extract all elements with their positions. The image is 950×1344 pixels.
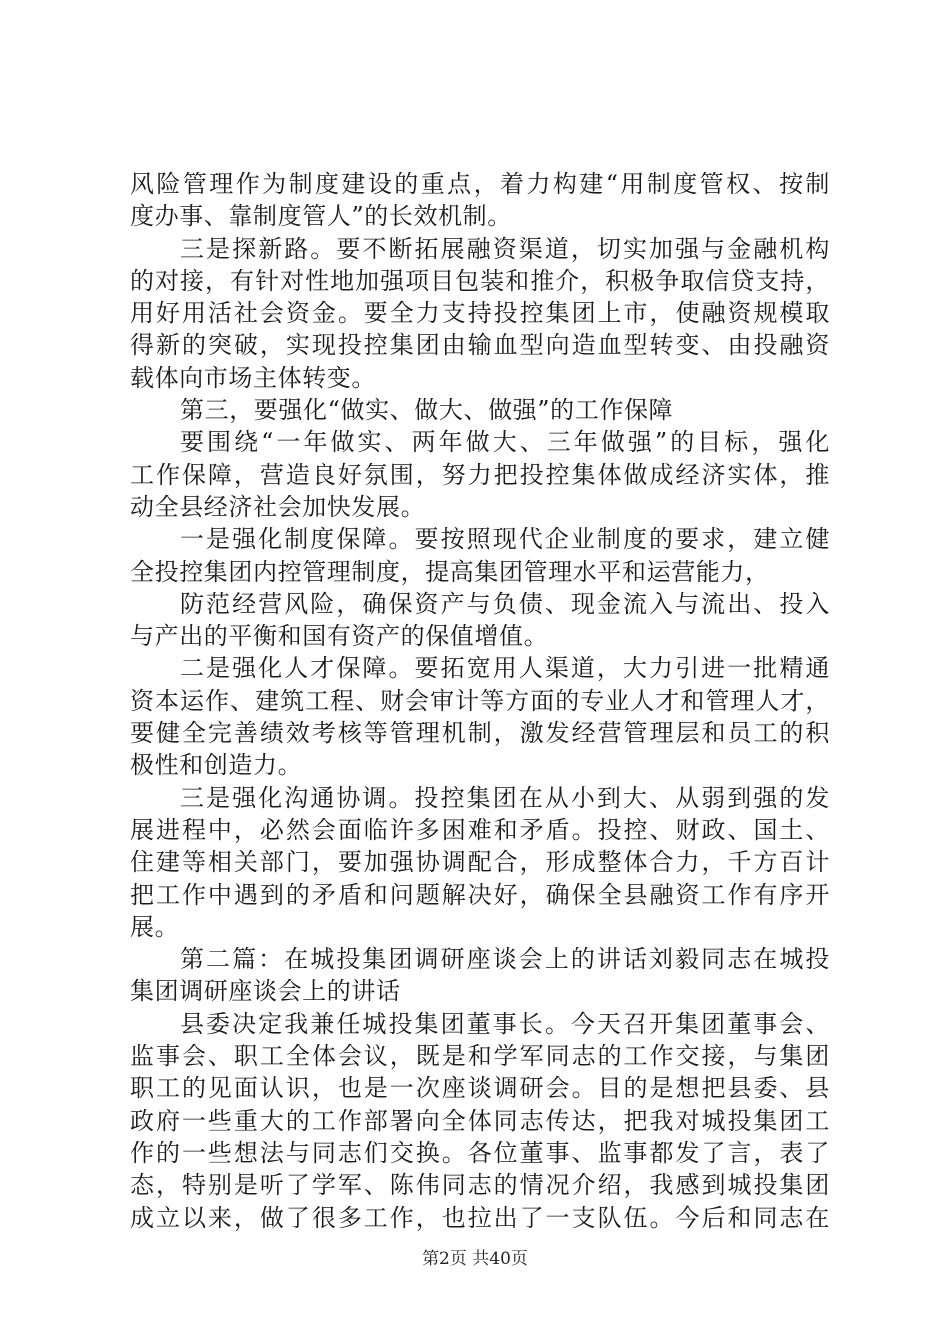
text-line: 的对接，有针对性地加强项目包装和推介，积极争取信贷支持， [130,266,830,295]
text-line: 三是强化沟通协调。投控集团在从小到大、从弱到强的发 [180,783,830,812]
body-text [130,168,830,1234]
text-line: 工作保障，营造良好氛围，努力把投控集体做成经济实体，推 [130,460,830,489]
text-line: 展。 [130,912,180,941]
text-line: 载体向市场主体转变。 [130,363,376,392]
text-line: 要健全完善绩效考核等管理机制，激发经营管理层和员工的积 [130,719,830,748]
text-line: 与产出的平衡和国有资产的保值增值。 [130,622,549,651]
text-line: 县委决定我兼任城投集团董事长。今天召开集团董事会、 [180,1009,830,1038]
text-line: 把工作中遇到的矛盾和问题解决好，确保全县融资工作有序开 [130,880,830,909]
text-line: 一是强化制度保障。要按照现代企业制度的要求，建立健 [180,525,830,554]
text-line: 用好用活社会资金。要全力支持投控集团上市，使融资规模取 [130,299,830,328]
text-line: 住建等相关部门，要加强协调配合，形成整体合力，千方百计 [130,848,830,877]
text-line: 得新的突破，实现投控集团由输血型向造血型转变、由投融资 [130,331,830,360]
text-line: 三是探新路。要不断拓展融资渠道，切实加强与金融机构 [180,234,830,263]
text-line: 集团调研座谈会上的讲话 [130,977,401,1006]
text-line: 作的一些想法与同志们交换。各位董事、监事都发了言，表了 [130,1138,830,1167]
text-line: 要围绕“一年做实、两年做大、三年做强”的目标，强化 [180,428,830,457]
text-line: 监事会、职工全体会议，既是和学军同志的工作交接，与集团 [130,1042,830,1071]
text-line: 政府一些重大的工作部署向全体同志传达，把我对城投集团工 [130,1106,830,1135]
text-line: 成立以来，做了很多工作，也拉出了一支队伍。今后和同志在 [130,1203,830,1232]
text-line: 二是强化人才保障。要拓宽用人渠道，大力引进一批精通 [180,654,830,683]
text-line: 度办事、靠制度管人”的长效机制。 [130,202,512,231]
text-line: 态，特别是听了学军、陈伟同志的情况介绍，我感到城投集团 [130,1171,830,1200]
text-line: 极性和创造力。 [130,751,303,780]
page-footer: 第2页 共40页 [422,1249,528,1269]
text-line: 展进程中，必然会面临许多困难和矛盾。投控、财政、国土、 [130,815,830,844]
text-line: 防范经营风险，确保资产与负债、现金流入与流出、投入 [180,589,830,618]
text-line: 职工的见面认识，也是一次座谈调研会。目的是想把县委、县 [130,1074,830,1103]
text-line: 风险管理作为制度建设的重点，着力构建“用制度管权、按制 [130,170,830,198]
text-line: 资本运作、建筑工程、财会审计等方面的专业人才和管理人才， [130,686,830,715]
text-line: 动全县经济社会加快发展。 [130,492,426,521]
text-line: 第二篇：在城投集团调研座谈会上的讲话刘毅同志在城投 [180,945,830,974]
text-line: 第三，要强化“做实、做大、做强”的工作保障 [180,396,674,425]
text-line: 全投控集团内控管理制度，提高集团管理水平和运营能力， [130,557,770,586]
